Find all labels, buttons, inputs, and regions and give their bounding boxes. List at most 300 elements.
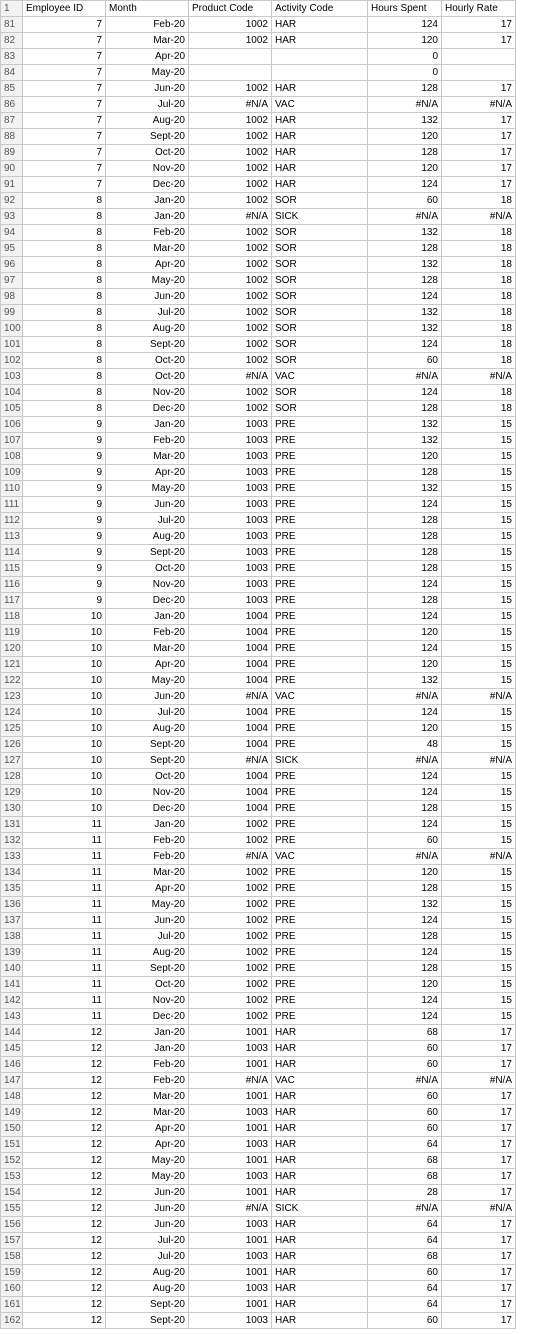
- cell-employee-id[interactable]: 7: [23, 145, 106, 161]
- cell-product-code[interactable]: 1003: [189, 577, 272, 593]
- cell-month[interactable]: Feb-20: [106, 833, 189, 849]
- cell-product-code[interactable]: 1002: [189, 305, 272, 321]
- cell-hours-spent[interactable]: 68: [368, 1025, 442, 1041]
- cell-hourly-rate[interactable]: 17: [442, 17, 516, 33]
- row-number[interactable]: 128: [1, 769, 23, 785]
- cell-product-code[interactable]: 1004: [189, 673, 272, 689]
- cell-hours-spent[interactable]: 124: [368, 497, 442, 513]
- cell-activity-code[interactable]: SOR: [272, 337, 368, 353]
- cell-activity-code[interactable]: PRE: [272, 1009, 368, 1025]
- cell-employee-id[interactable]: 7: [23, 97, 106, 113]
- row-number[interactable]: 122: [1, 673, 23, 689]
- cell-employee-id[interactable]: 7: [23, 49, 106, 65]
- cell-employee-id[interactable]: 9: [23, 481, 106, 497]
- cell-hours-spent[interactable]: 48: [368, 737, 442, 753]
- cell-employee-id[interactable]: 7: [23, 161, 106, 177]
- cell-hours-spent[interactable]: 128: [368, 513, 442, 529]
- cell-employee-id[interactable]: 12: [23, 1025, 106, 1041]
- cell-hourly-rate[interactable]: 15: [442, 721, 516, 737]
- cell-activity-code[interactable]: PRE: [272, 657, 368, 673]
- cell-employee-id[interactable]: 8: [23, 385, 106, 401]
- cell-activity-code[interactable]: VAC: [272, 97, 368, 113]
- cell-hours-spent[interactable]: 124: [368, 945, 442, 961]
- cell-activity-code[interactable]: PRE: [272, 817, 368, 833]
- cell-employee-id[interactable]: 10: [23, 785, 106, 801]
- row-number[interactable]: 154: [1, 1185, 23, 1201]
- cell-hourly-rate[interactable]: 15: [442, 577, 516, 593]
- cell-product-code[interactable]: 1003: [189, 1281, 272, 1297]
- cell-hours-spent[interactable]: 60: [368, 1105, 442, 1121]
- cell-hourly-rate[interactable]: 15: [442, 913, 516, 929]
- cell-product-code[interactable]: 1004: [189, 705, 272, 721]
- cell-hourly-rate[interactable]: 15: [442, 449, 516, 465]
- cell-product-code[interactable]: 1004: [189, 737, 272, 753]
- cell-product-code[interactable]: 1002: [189, 161, 272, 177]
- row-number[interactable]: 98: [1, 289, 23, 305]
- cell-month[interactable]: Oct-20: [106, 353, 189, 369]
- cell-month[interactable]: May-20: [106, 481, 189, 497]
- row-number[interactable]: 114: [1, 545, 23, 561]
- cell-employee-id[interactable]: 12: [23, 1041, 106, 1057]
- row-number[interactable]: 107: [1, 433, 23, 449]
- cell-activity-code[interactable]: SOR: [272, 273, 368, 289]
- cell-activity-code[interactable]: SOR: [272, 321, 368, 337]
- cell-product-code[interactable]: 1001: [189, 1025, 272, 1041]
- cell-activity-code[interactable]: PRE: [272, 945, 368, 961]
- cell-hourly-rate[interactable]: 17: [442, 1105, 516, 1121]
- cell-employee-id[interactable]: 12: [23, 1217, 106, 1233]
- cell-product-code[interactable]: 1003: [189, 449, 272, 465]
- cell-product-code[interactable]: 1002: [189, 401, 272, 417]
- cell-activity-code[interactable]: SOR: [272, 289, 368, 305]
- cell-hours-spent[interactable]: 64: [368, 1137, 442, 1153]
- cell-hourly-rate[interactable]: 18: [442, 305, 516, 321]
- cell-hours-spent[interactable]: 128: [368, 881, 442, 897]
- cell-hours-spent[interactable]: 132: [368, 321, 442, 337]
- cell-activity-code[interactable]: HAR: [272, 17, 368, 33]
- cell-hours-spent[interactable]: 60: [368, 1057, 442, 1073]
- cell-hours-spent[interactable]: 128: [368, 81, 442, 97]
- cell-activity-code[interactable]: HAR: [272, 1169, 368, 1185]
- cell-product-code[interactable]: #N/A: [189, 209, 272, 225]
- cell-hours-spent[interactable]: 124: [368, 385, 442, 401]
- cell-hours-spent[interactable]: #N/A: [368, 369, 442, 385]
- cell-product-code[interactable]: #N/A: [189, 849, 272, 865]
- row-number[interactable]: 100: [1, 321, 23, 337]
- cell-hours-spent[interactable]: 124: [368, 817, 442, 833]
- cell-hours-spent[interactable]: 124: [368, 609, 442, 625]
- cell-hours-spent[interactable]: 68: [368, 1249, 442, 1265]
- row-number[interactable]: 89: [1, 145, 23, 161]
- cell-month[interactable]: Nov-20: [106, 161, 189, 177]
- row-number[interactable]: 150: [1, 1121, 23, 1137]
- cell-month[interactable]: Nov-20: [106, 385, 189, 401]
- cell-employee-id[interactable]: 12: [23, 1073, 106, 1089]
- cell-month[interactable]: Feb-20: [106, 625, 189, 641]
- cell-hours-spent[interactable]: 64: [368, 1233, 442, 1249]
- row-number[interactable]: 90: [1, 161, 23, 177]
- cell-hourly-rate[interactable]: 17: [442, 177, 516, 193]
- cell-activity-code[interactable]: SOR: [272, 353, 368, 369]
- cell-month[interactable]: Jun-20: [106, 1201, 189, 1217]
- cell-hours-spent[interactable]: 128: [368, 273, 442, 289]
- cell-employee-id[interactable]: 9: [23, 433, 106, 449]
- cell-hours-spent[interactable]: 128: [368, 529, 442, 545]
- cell-hours-spent[interactable]: 124: [368, 641, 442, 657]
- cell-product-code[interactable]: 1002: [189, 385, 272, 401]
- cell-month[interactable]: Apr-20: [106, 49, 189, 65]
- cell-hourly-rate[interactable]: 15: [442, 817, 516, 833]
- cell-month[interactable]: Feb-20: [106, 433, 189, 449]
- cell-hourly-rate[interactable]: #N/A: [442, 369, 516, 385]
- cell-hourly-rate[interactable]: 15: [442, 785, 516, 801]
- cell-employee-id[interactable]: 7: [23, 17, 106, 33]
- cell-product-code[interactable]: 1003: [189, 1249, 272, 1265]
- cell-employee-id[interactable]: 12: [23, 1057, 106, 1073]
- cell-month[interactable]: Aug-20: [106, 321, 189, 337]
- row-number[interactable]: 152: [1, 1153, 23, 1169]
- cell-month[interactable]: Feb-20: [106, 1057, 189, 1073]
- column-header-hourly-rate[interactable]: Hourly Rate: [442, 1, 516, 17]
- cell-month[interactable]: Jun-20: [106, 81, 189, 97]
- cell-hourly-rate[interactable]: 15: [442, 929, 516, 945]
- cell-hours-spent[interactable]: 60: [368, 1121, 442, 1137]
- cell-activity-code[interactable]: PRE: [272, 929, 368, 945]
- cell-hours-spent[interactable]: #N/A: [368, 1201, 442, 1217]
- cell-month[interactable]: Feb-20: [106, 17, 189, 33]
- cell-hours-spent[interactable]: 64: [368, 1297, 442, 1313]
- cell-hourly-rate[interactable]: 15: [442, 417, 516, 433]
- cell-hours-spent[interactable]: 60: [368, 193, 442, 209]
- cell-employee-id[interactable]: 12: [23, 1265, 106, 1281]
- cell-activity-code[interactable]: VAC: [272, 689, 368, 705]
- row-number[interactable]: 106: [1, 417, 23, 433]
- cell-month[interactable]: Mar-20: [106, 33, 189, 49]
- cell-activity-code[interactable]: PRE: [272, 481, 368, 497]
- cell-activity-code[interactable]: SOR: [272, 241, 368, 257]
- cell-activity-code[interactable]: HAR: [272, 1057, 368, 1073]
- cell-employee-id[interactable]: 8: [23, 401, 106, 417]
- cell-activity-code[interactable]: HAR: [272, 1185, 368, 1201]
- cell-product-code[interactable]: 1001: [189, 1233, 272, 1249]
- cell-month[interactable]: Sept-20: [106, 961, 189, 977]
- cell-hours-spent[interactable]: 120: [368, 625, 442, 641]
- cell-employee-id[interactable]: 12: [23, 1153, 106, 1169]
- row-number[interactable]: 160: [1, 1281, 23, 1297]
- cell-month[interactable]: Oct-20: [106, 561, 189, 577]
- row-number[interactable]: 132: [1, 833, 23, 849]
- cell-hourly-rate[interactable]: 18: [442, 257, 516, 273]
- cell-hours-spent[interactable]: 124: [368, 1009, 442, 1025]
- row-number[interactable]: 144: [1, 1025, 23, 1041]
- row-number[interactable]: 87: [1, 113, 23, 129]
- cell-month[interactable]: Jun-20: [106, 289, 189, 305]
- cell-hours-spent[interactable]: 68: [368, 1169, 442, 1185]
- cell-employee-id[interactable]: 8: [23, 241, 106, 257]
- row-number[interactable]: 86: [1, 97, 23, 113]
- cell-employee-id[interactable]: 11: [23, 945, 106, 961]
- cell-product-code[interactable]: 1002: [189, 177, 272, 193]
- cell-hourly-rate[interactable]: 18: [442, 353, 516, 369]
- row-number[interactable]: 151: [1, 1137, 23, 1153]
- cell-product-code[interactable]: 1003: [189, 417, 272, 433]
- cell-month[interactable]: Mar-20: [106, 241, 189, 257]
- cell-month[interactable]: Mar-20: [106, 641, 189, 657]
- cell-product-code[interactable]: 1003: [189, 561, 272, 577]
- cell-hourly-rate[interactable]: 18: [442, 225, 516, 241]
- cell-activity-code[interactable]: SOR: [272, 305, 368, 321]
- cell-month[interactable]: Mar-20: [106, 865, 189, 881]
- cell-employee-id[interactable]: 12: [23, 1281, 106, 1297]
- cell-activity-code[interactable]: PRE: [272, 961, 368, 977]
- cell-hours-spent[interactable]: #N/A: [368, 753, 442, 769]
- cell-hourly-rate[interactable]: 15: [442, 993, 516, 1009]
- cell-activity-code[interactable]: PRE: [272, 769, 368, 785]
- cell-product-code[interactable]: 1002: [189, 289, 272, 305]
- cell-hours-spent[interactable]: 124: [368, 577, 442, 593]
- cell-hours-spent[interactable]: 64: [368, 1217, 442, 1233]
- cell-employee-id[interactable]: 8: [23, 273, 106, 289]
- cell-product-code[interactable]: 1004: [189, 721, 272, 737]
- cell-employee-id[interactable]: 8: [23, 369, 106, 385]
- cell-employee-id[interactable]: 10: [23, 657, 106, 673]
- cell-hourly-rate[interactable]: 17: [442, 1297, 516, 1313]
- cell-hourly-rate[interactable]: 18: [442, 321, 516, 337]
- cell-hourly-rate[interactable]: 17: [442, 1217, 516, 1233]
- cell-month[interactable]: Feb-20: [106, 225, 189, 241]
- cell-activity-code[interactable]: HAR: [272, 1249, 368, 1265]
- cell-product-code[interactable]: 1003: [189, 513, 272, 529]
- cell-product-code[interactable]: 1002: [189, 113, 272, 129]
- row-number[interactable]: 99: [1, 305, 23, 321]
- row-number[interactable]: 142: [1, 993, 23, 1009]
- cell-hourly-rate[interactable]: 18: [442, 273, 516, 289]
- cell-activity-code[interactable]: PRE: [272, 593, 368, 609]
- cell-hourly-rate[interactable]: 15: [442, 977, 516, 993]
- cell-hourly-rate[interactable]: 18: [442, 241, 516, 257]
- cell-employee-id[interactable]: 10: [23, 609, 106, 625]
- cell-employee-id[interactable]: 7: [23, 33, 106, 49]
- cell-hours-spent[interactable]: 128: [368, 241, 442, 257]
- cell-product-code[interactable]: 1001: [189, 1297, 272, 1313]
- row-number[interactable]: 95: [1, 241, 23, 257]
- cell-product-code[interactable]: 1002: [189, 321, 272, 337]
- cell-month[interactable]: Jul-20: [106, 305, 189, 321]
- cell-employee-id[interactable]: 9: [23, 465, 106, 481]
- cell-employee-id[interactable]: 12: [23, 1105, 106, 1121]
- cell-activity-code[interactable]: PRE: [272, 433, 368, 449]
- cell-hourly-rate[interactable]: 15: [442, 561, 516, 577]
- row-number[interactable]: 91: [1, 177, 23, 193]
- cell-hours-spent[interactable]: 132: [368, 225, 442, 241]
- row-number[interactable]: 112: [1, 513, 23, 529]
- cell-product-code[interactable]: 1002: [189, 241, 272, 257]
- cell-product-code[interactable]: 1003: [189, 1169, 272, 1185]
- cell-product-code[interactable]: 1002: [189, 833, 272, 849]
- cell-activity-code[interactable]: HAR: [272, 1153, 368, 1169]
- cell-hours-spent[interactable]: 0: [368, 65, 442, 81]
- cell-month[interactable]: Apr-20: [106, 465, 189, 481]
- cell-month[interactable]: Jan-20: [106, 193, 189, 209]
- cell-month[interactable]: Jan-20: [106, 209, 189, 225]
- cell-product-code[interactable]: 1004: [189, 657, 272, 673]
- row-number[interactable]: 156: [1, 1217, 23, 1233]
- cell-employee-id[interactable]: 9: [23, 593, 106, 609]
- cell-hourly-rate[interactable]: 17: [442, 1265, 516, 1281]
- cell-employee-id[interactable]: 10: [23, 721, 106, 737]
- cell-month[interactable]: Jul-20: [106, 1233, 189, 1249]
- cell-employee-id[interactable]: 8: [23, 337, 106, 353]
- cell-hourly-rate[interactable]: 17: [442, 1041, 516, 1057]
- cell-product-code[interactable]: 1002: [189, 945, 272, 961]
- cell-hours-spent[interactable]: 132: [368, 113, 442, 129]
- cell-activity-code[interactable]: SICK: [272, 1201, 368, 1217]
- cell-month[interactable]: Jul-20: [106, 929, 189, 945]
- cell-product-code[interactable]: #N/A: [189, 753, 272, 769]
- cell-hours-spent[interactable]: 128: [368, 593, 442, 609]
- cell-hourly-rate[interactable]: #N/A: [442, 97, 516, 113]
- cell-activity-code[interactable]: SOR: [272, 401, 368, 417]
- cell-employee-id[interactable]: 9: [23, 561, 106, 577]
- cell-product-code[interactable]: 1002: [189, 257, 272, 273]
- cell-activity-code[interactable]: PRE: [272, 545, 368, 561]
- cell-hourly-rate[interactable]: 18: [442, 337, 516, 353]
- cell-hours-spent[interactable]: 124: [368, 769, 442, 785]
- cell-activity-code[interactable]: HAR: [272, 1025, 368, 1041]
- cell-activity-code[interactable]: HAR: [272, 1217, 368, 1233]
- row-number[interactable]: 130: [1, 801, 23, 817]
- cell-month[interactable]: Jun-20: [106, 689, 189, 705]
- row-number[interactable]: 146: [1, 1057, 23, 1073]
- row-number[interactable]: 141: [1, 977, 23, 993]
- cell-activity-code[interactable]: PRE: [272, 785, 368, 801]
- cell-product-code[interactable]: 1003: [189, 481, 272, 497]
- row-number[interactable]: 121: [1, 657, 23, 673]
- column-header-month[interactable]: Month: [106, 1, 189, 17]
- cell-activity-code[interactable]: PRE: [272, 833, 368, 849]
- cell-month[interactable]: Jul-20: [106, 1249, 189, 1265]
- cell-employee-id[interactable]: 12: [23, 1233, 106, 1249]
- cell-product-code[interactable]: 1002: [189, 353, 272, 369]
- cell-hours-spent[interactable]: #N/A: [368, 97, 442, 113]
- cell-month[interactable]: May-20: [106, 673, 189, 689]
- row-number[interactable]: 124: [1, 705, 23, 721]
- cell-product-code[interactable]: 1003: [189, 465, 272, 481]
- cell-activity-code[interactable]: HAR: [272, 1041, 368, 1057]
- cell-month[interactable]: Aug-20: [106, 945, 189, 961]
- cell-activity-code[interactable]: HAR: [272, 1121, 368, 1137]
- cell-product-code[interactable]: 1002: [189, 961, 272, 977]
- cell-hours-spent[interactable]: 0: [368, 49, 442, 65]
- row-number[interactable]: 116: [1, 577, 23, 593]
- cell-employee-id[interactable]: 10: [23, 689, 106, 705]
- cell-product-code[interactable]: #N/A: [189, 97, 272, 113]
- row-number[interactable]: 101: [1, 337, 23, 353]
- cell-hourly-rate[interactable]: 15: [442, 609, 516, 625]
- cell-employee-id[interactable]: 11: [23, 929, 106, 945]
- cell-hourly-rate[interactable]: 15: [442, 769, 516, 785]
- cell-hours-spent[interactable]: 124: [368, 17, 442, 33]
- cell-hourly-rate[interactable]: [442, 65, 516, 81]
- cell-product-code[interactable]: 1004: [189, 769, 272, 785]
- cell-activity-code[interactable]: PRE: [272, 993, 368, 1009]
- cell-activity-code[interactable]: HAR: [272, 33, 368, 49]
- row-number[interactable]: 162: [1, 1313, 23, 1329]
- cell-activity-code[interactable]: HAR: [272, 161, 368, 177]
- cell-hourly-rate[interactable]: 17: [442, 1169, 516, 1185]
- cell-hourly-rate[interactable]: #N/A: [442, 753, 516, 769]
- row-number[interactable]: 120: [1, 641, 23, 657]
- row-number[interactable]: 111: [1, 497, 23, 513]
- cell-employee-id[interactable]: 9: [23, 449, 106, 465]
- cell-employee-id[interactable]: 9: [23, 545, 106, 561]
- cell-hourly-rate[interactable]: 15: [442, 961, 516, 977]
- cell-product-code[interactable]: 1004: [189, 641, 272, 657]
- cell-month[interactable]: May-20: [106, 1169, 189, 1185]
- cell-hours-spent[interactable]: 60: [368, 1041, 442, 1057]
- cell-hours-spent[interactable]: 120: [368, 161, 442, 177]
- cell-hours-spent[interactable]: 60: [368, 833, 442, 849]
- cell-activity-code[interactable]: HAR: [272, 129, 368, 145]
- cell-activity-code[interactable]: PRE: [272, 561, 368, 577]
- cell-activity-code[interactable]: PRE: [272, 417, 368, 433]
- cell-employee-id[interactable]: 10: [23, 625, 106, 641]
- row-number[interactable]: 113: [1, 529, 23, 545]
- cell-hourly-rate[interactable]: #N/A: [442, 689, 516, 705]
- cell-product-code[interactable]: 1002: [189, 129, 272, 145]
- cell-employee-id[interactable]: 10: [23, 753, 106, 769]
- row-number[interactable]: 102: [1, 353, 23, 369]
- cell-hours-spent[interactable]: 124: [368, 289, 442, 305]
- cell-activity-code[interactable]: PRE: [272, 513, 368, 529]
- cell-month[interactable]: Sept-20: [106, 737, 189, 753]
- row-number[interactable]: 123: [1, 689, 23, 705]
- row-number[interactable]: 83: [1, 49, 23, 65]
- row-number[interactable]: 158: [1, 1249, 23, 1265]
- row-number[interactable]: 140: [1, 961, 23, 977]
- cell-hourly-rate[interactable]: 15: [442, 481, 516, 497]
- cell-hourly-rate[interactable]: 15: [442, 705, 516, 721]
- cell-employee-id[interactable]: 11: [23, 913, 106, 929]
- cell-hourly-rate[interactable]: 15: [442, 593, 516, 609]
- row-number[interactable]: 82: [1, 33, 23, 49]
- cell-hourly-rate[interactable]: 17: [442, 1057, 516, 1073]
- cell-employee-id[interactable]: 12: [23, 1313, 106, 1329]
- row-number[interactable]: 129: [1, 785, 23, 801]
- cell-activity-code[interactable]: PRE: [272, 881, 368, 897]
- cell-month[interactable]: Aug-20: [106, 1281, 189, 1297]
- cell-activity-code[interactable]: HAR: [272, 1089, 368, 1105]
- row-number[interactable]: 117: [1, 593, 23, 609]
- cell-month[interactable]: May-20: [106, 273, 189, 289]
- cell-hours-spent[interactable]: #N/A: [368, 849, 442, 865]
- cell-hourly-rate[interactable]: 15: [442, 673, 516, 689]
- row-number[interactable]: 135: [1, 881, 23, 897]
- cell-hourly-rate[interactable]: #N/A: [442, 849, 516, 865]
- cell-hourly-rate[interactable]: 17: [442, 113, 516, 129]
- cell-hourly-rate[interactable]: 15: [442, 865, 516, 881]
- cell-month[interactable]: Jan-20: [106, 817, 189, 833]
- cell-employee-id[interactable]: 8: [23, 289, 106, 305]
- cell-product-code[interactable]: #N/A: [189, 1073, 272, 1089]
- cell-employee-id[interactable]: 10: [23, 673, 106, 689]
- cell-employee-id[interactable]: 8: [23, 193, 106, 209]
- column-header-hours-spent[interactable]: Hours Spent: [368, 1, 442, 17]
- cell-month[interactable]: Apr-20: [106, 1121, 189, 1137]
- cell-employee-id[interactable]: 8: [23, 353, 106, 369]
- cell-hours-spent[interactable]: 120: [368, 449, 442, 465]
- row-number[interactable]: 143: [1, 1009, 23, 1025]
